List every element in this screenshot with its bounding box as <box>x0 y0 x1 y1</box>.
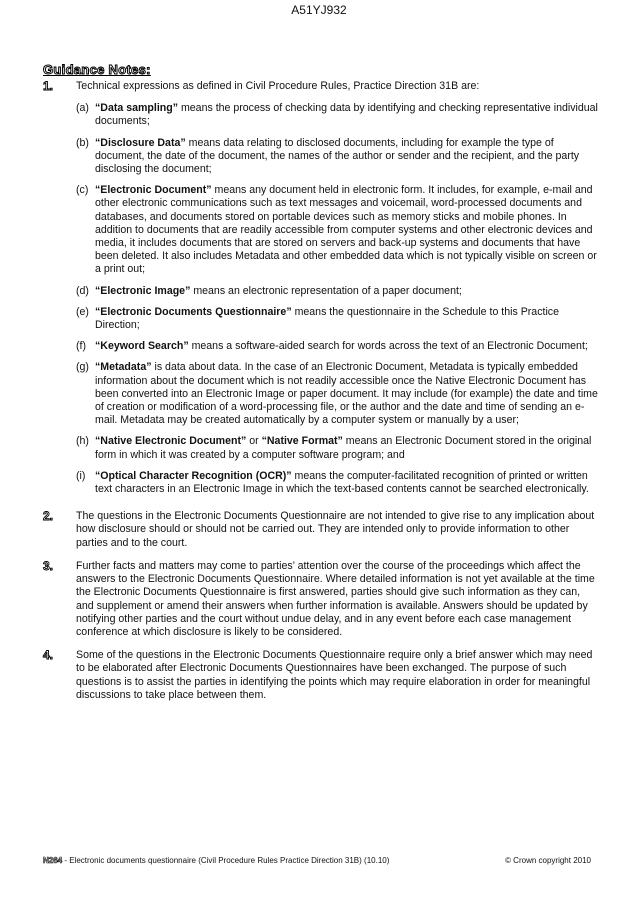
definition-text: means the computer-facilitated recognition of printed or written text characters in an Electronic Image in which the text-based contents cannot be searched electronically. <box>95 469 589 496</box>
paragraph-number: 3. <box>43 558 54 573</box>
definition-item-b <box>76 137 599 177</box>
item-letter: (d) <box>76 284 89 297</box>
defined-term: “Native Electronic Document” <box>95 435 247 448</box>
item-letter: (h) <box>76 435 89 448</box>
paragraph-number: 1. <box>43 79 54 93</box>
definition-item-g <box>76 361 599 427</box>
definition-text: means an electronic representation of a paper document; <box>190 284 462 297</box>
defined-term: “Electronic Image” <box>95 284 191 297</box>
footer-form-info <box>43 856 389 865</box>
item-letter: (g) <box>76 361 89 374</box>
guidance-paragraph-1 <box>43 80 599 496</box>
definition-item-i <box>76 470 599 496</box>
paragraph-text: Technical expressions as defined in Civil Procedure Rules, Practice Direction 31B are: <box>76 80 480 92</box>
definition-text: or <box>246 435 262 448</box>
guidance-paragraph-3 <box>43 560 599 639</box>
item-letter: (f) <box>76 340 86 353</box>
form-code: N264 <box>43 856 63 865</box>
item-letter: (b) <box>76 136 89 149</box>
form-description: - Electronic documents questionnaire (Civil Procedure Rules Practice Direction 31B) (10.10) <box>62 856 390 865</box>
defined-term: “Electronic Documents Questionnaire” <box>95 305 292 318</box>
defined-term: “Electronic Document” <box>95 184 212 197</box>
defined-term: “Metadata” <box>95 361 152 374</box>
paragraph-text: Further facts and matters may come to parties’ attention over the course of the proceedings which affect the answers to the Electronic Documents Questionnaire. Where detailed information is not yet available at the time the Electronic Documents Questionnaire is first answered, parties should give such information as they can, and supplement or amend their answers when further information is available. Answers should be updated by notifying other parties and the court without undue delay, and in any event before each case management conference at which disclosure is likely to be considered. <box>76 559 595 638</box>
guidance-paragraph-2 <box>43 510 599 550</box>
paragraph-number: 4. <box>43 648 54 663</box>
definition-text: means any document held in electronic form. It includes, for example, e-mail and other electronic communications such as text messages and voicemail, word-processed documents and databases, and documents stored on portable devices such as memory sticks and mobile phones. In addition to documents that are readily accessible from computer systems and other electronic devices and media, it includes documents that are stored on servers and back-up systems and documents that have been deleted. It also includes Metadata and other embedded data which is not typically visible on screen or a print out; <box>95 184 597 276</box>
defined-term: “Data sampling” <box>95 102 179 115</box>
paragraph-text: Some of the questions in the Electronic Documents Questionnaire require only a brief answer which may need to be elaborated after Electronic Documents Questionnaires have been exchanged. The purpose of such questions is to assist the parties in identifying the points which may require elaboration in order for meaningful discussions to take place between them. <box>76 649 593 701</box>
defined-term: “Keyword Search” <box>95 340 189 353</box>
item-letter: (e) <box>76 305 89 318</box>
definition-item-d <box>76 285 599 298</box>
definition-item-f <box>76 340 599 353</box>
definition-text: means the questionnaire in the Schedule to this Practice Direction; <box>95 305 559 332</box>
definition-item-c <box>76 184 599 276</box>
copyright-notice: © Crown copyright 2010 <box>505 856 591 865</box>
document-id: A51YJ932 <box>291 3 347 17</box>
definition-text-2: means an Electronic Document stored in the original form in which it was created by a computer software program; and <box>95 435 592 461</box>
item-letter: (i) <box>76 469 86 482</box>
defined-term: “Optical Character Recognition (OCR)” <box>95 469 292 482</box>
definition-text: means a software-aided search for words across the text of an Electronic Document; <box>188 340 588 353</box>
item-letter: (c) <box>76 184 89 197</box>
paragraph-text: The questions in the Electronic Documents Questionnaire are not intended to give rise to any implication about how disclosure should or should not be carried out. They are intended only to provide information to other parties and to the court. <box>76 510 595 549</box>
definition-text: means data relating to disclosed documents, including for example the type of document, the date of the document, the names of the author or sender and the recipient, and the party disclosing the document; <box>95 136 580 176</box>
definition-item-h <box>76 435 599 461</box>
guidance-notes-heading: Guidance Notes: <box>43 62 151 77</box>
definition-text: means the process of checking data by identifying and checking representative individual documents; <box>95 102 598 128</box>
item-letter: (a) <box>76 102 89 115</box>
definition-item-e <box>76 306 599 332</box>
definition-text: is data about data. In the case of an Electronic Document, Metadata is typically embedded information about the document which is not readily accessible once the Native Electronic Document has been converted into an Electronic Image or paper document. It may include (for example) the date and time of creation or modification of a word-processing file, or the author and the date and time of sending an e-mail. Metadata may be created automatically by a computer system or manually by a user; <box>95 361 598 427</box>
definition-item-a <box>76 102 599 128</box>
defined-term-2: “Native Format” <box>261 435 343 448</box>
paragraph-number: 2. <box>43 509 54 524</box>
definition-list <box>76 102 599 496</box>
guidance-paragraph-4 <box>43 649 599 702</box>
guidance-notes-body <box>43 80 599 712</box>
page-footer <box>43 856 591 865</box>
defined-term: “Disclosure Data” <box>95 136 186 149</box>
